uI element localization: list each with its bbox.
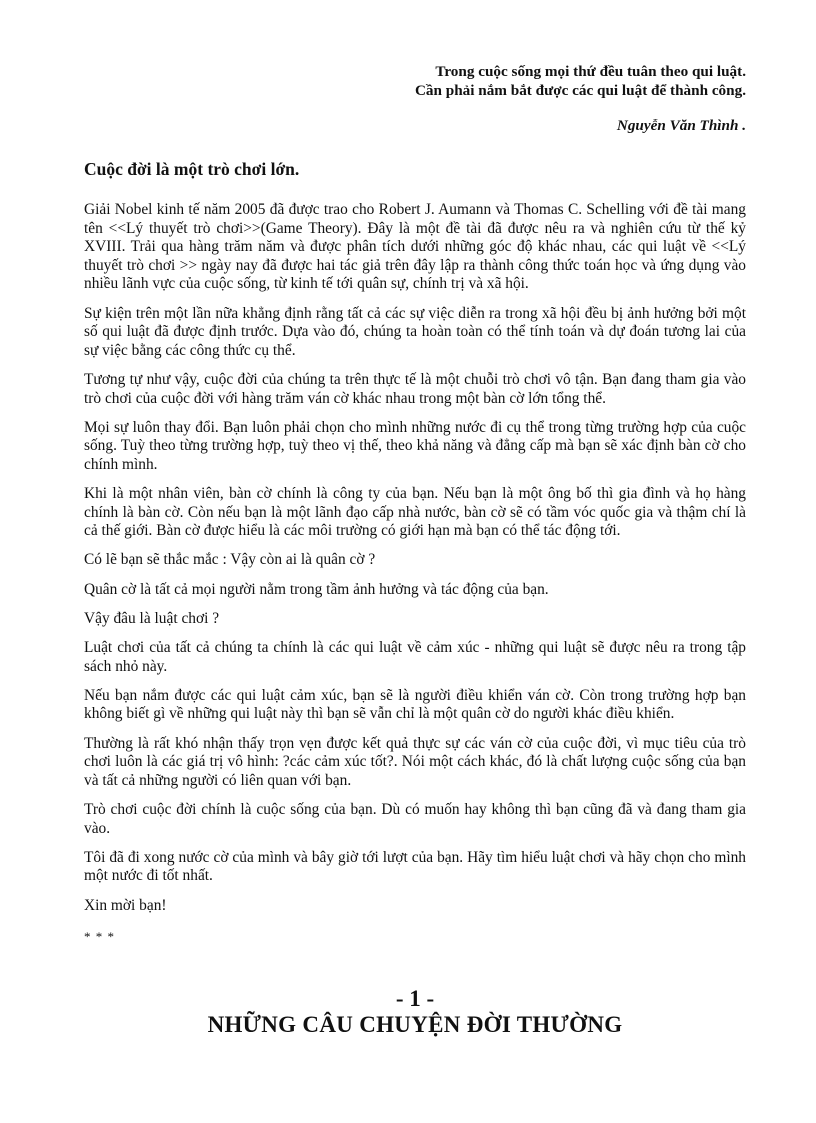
paragraph: Vậy đâu là luật chơi ? [84,609,220,627]
paragraph: Trò chơi cuộc đời chính là cuộc sống của bạn. Dù có muốn hay không thì bạn cũng đã và đang tham gia vào. [84,800,746,837]
page-content [84,62,746,945]
section-separator: * * * [84,929,115,945]
epigraph-author: Nguyễn Văn Thình . [616,117,746,134]
body-text [84,201,746,915]
epigraph-line-2: Cần phải nắm bắt được các qui luật để thành công. [414,82,746,99]
paragraph: Thường là rất khó nhận thấy trọn vẹn được kết quả thực sự các ván cờ của cuộc đời, vì mục tiêu của trò chơi luôn là các giá trị vô hình: ?các cảm xúc tốt?. Nói một cách khác, đó là chất lượng cuộc sống của bạn và tất cả những người có liên quan với bạn. [84,734,746,789]
paragraph: Tương tự như vậy, cuộc đời của chúng ta trên thực tế là một chuỗi trò chơi vô tận. Bạn đang tham gia vào trò chơi của cuộc đời với hàng trăm ván cờ khác nhau trong một bàn cờ lớn tổng thể. [84,370,746,407]
paragraph: Khi là một nhân viên, bàn cờ chính là công ty của bạn. Nếu bạn là một ông bố thì gia đình và họ hàng chính là bàn cờ. Còn nếu bạn là một lãnh đạo cấp nhà nước, bàn cờ sẽ có tầm vóc quốc gia và thậm chí là cả thế giới. Bàn cờ được hiểu là các môi trường có giới hạn mà bạn có thể tác động tới. [84,485,746,540]
paragraph: Nếu bạn nắm được các qui luật cảm xúc, bạn sẽ là người điều khiển ván cờ. Còn trong trường hợp bạn không biết gì về những qui luật này thì bạn sẽ vẫn chỉ là một quân cờ do người khác điều khiển. [84,686,746,723]
chapter-number: - 1 - [395,986,435,1011]
paragraph: Mọi sự luôn thay đổi. Bạn luôn phải chọn cho mình những nước đi cụ thể trong từng trường hợp của cuộc sống. Tuỳ theo từng trường hợp, tuỳ theo vị thế, theo khả năng và đẳng cấp mà bạn sẽ xác định bàn cờ cho chính mình. [84,418,746,473]
paragraph: Tôi đã đi xong nước cờ của mình và bây giờ tới lượt của bạn. Hãy tìm hiểu luật chơi và hãy chọn cho mình một nước đi tốt nhất. [84,848,746,885]
epigraph-line-1: Trong cuộc sống mọi thứ đều tuân theo qui luật. [435,63,746,80]
paragraph: Sự kiện trên một lần nữa khẳng định rằng tất cả các sự việc diễn ra trong xã hội đều bị ảnh hưởng bởi một số qui luật đã được định trước. Dựa vào đó, chúng ta hoàn toàn có thể tính toán và dự đoán tương lai của sự việc bằng các công thức cụ thể. [84,304,746,359]
epigraph [84,62,746,100]
paragraph: Xin mời bạn! [84,896,167,914]
paragraph: Giải Nobel kinh tế năm 2005 đã được trao cho Robert J. Aumann và Thomas C. Schelling với đề tài mang tên <<Lý thuyết trò chơi>>(Game Theory). Đây là một đề tài đã được nêu ra và nghiên cứu từ thế kỷ XVIII. Trải qua hàng trăm năm và được phân tích dưới những góc độ khác nhau, các qui luật về <<Lý thuyết trò chơi >> ngày nay đã được hai tác giả trên đây lập ra thành công thức toán học và ứng dụng vào nhiều lãnh vực của cuộc sống, từ kinh tế tới quân sự, chính trị và xã hội. [84,201,746,293]
section-heading: Cuộc đời là một trò chơi lớn. [84,159,300,179]
paragraph: Có lẽ bạn sẽ thắc mắc : Vậy còn ai là quân cờ ? [84,551,376,569]
paragraph: Quân cờ là tất cả mọi người nằm trong tầm ảnh hưởng và tác động của bạn. [84,580,549,598]
chapter-title: NHỮNG CÂU CHUYỆN ĐỜI THƯỜNG [207,1012,623,1037]
paragraph: Luật chơi của tất cả chúng ta chính là các qui luật về cảm xúc - những qui luật sẽ được nêu ra trong tập sách nhỏ này. [84,639,746,675]
